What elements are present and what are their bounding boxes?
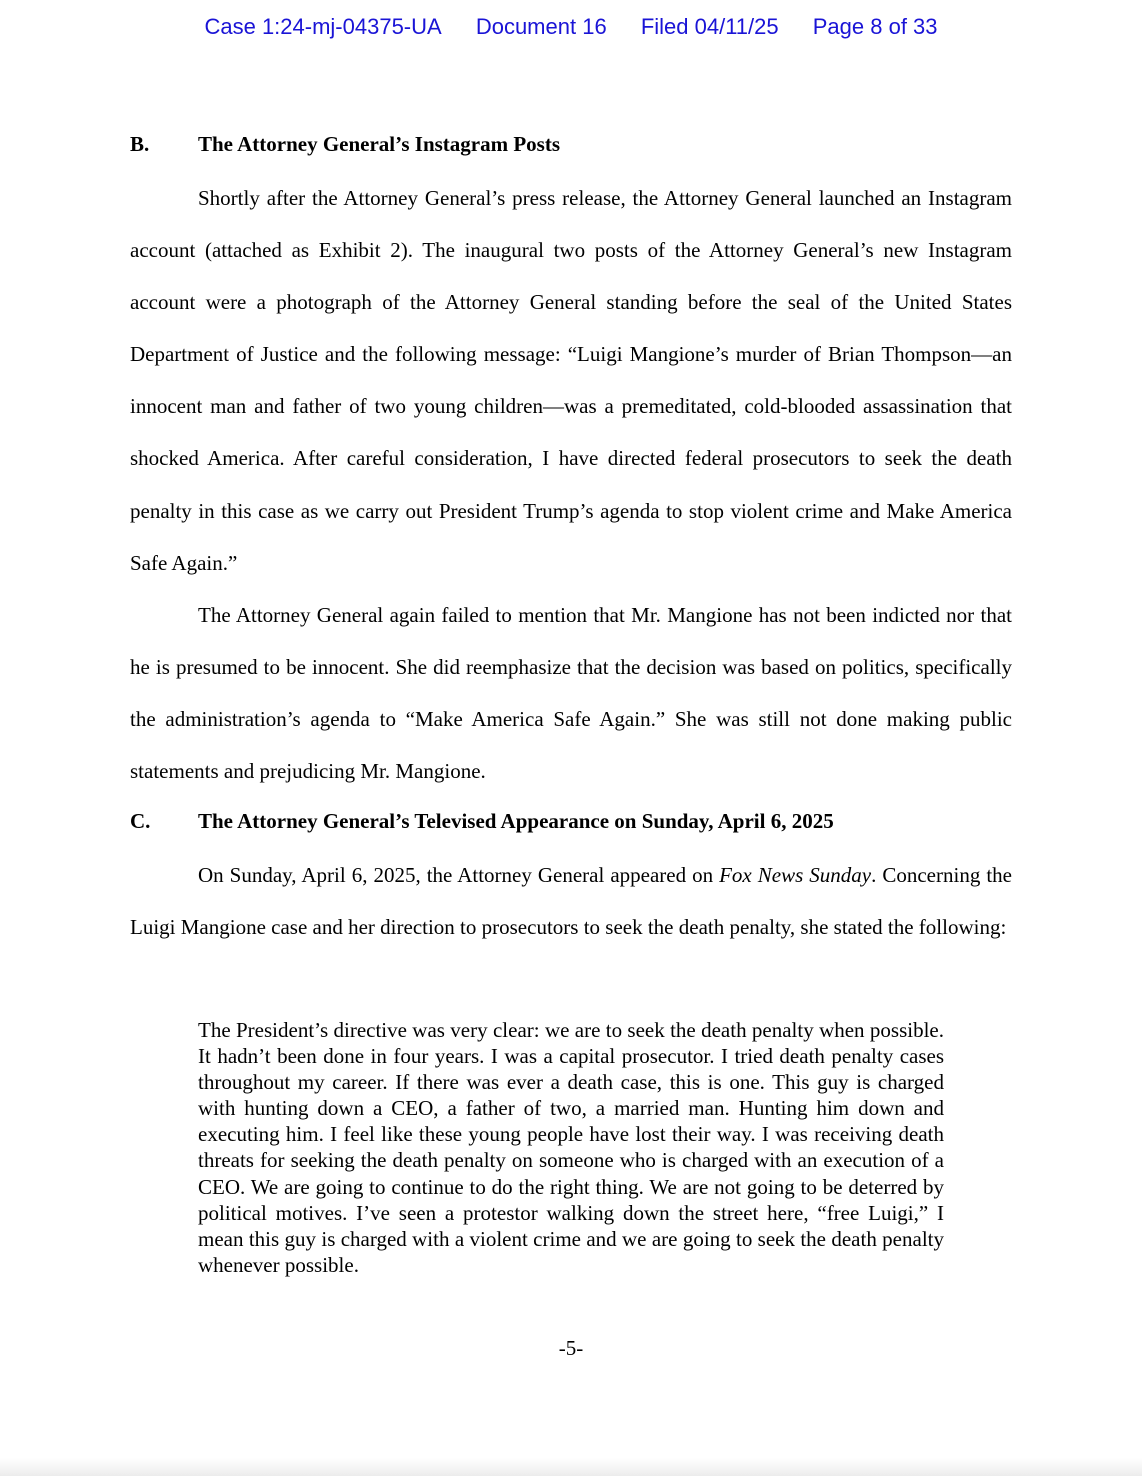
case-number: Case 1:24-mj-04375-UA: [204, 14, 442, 39]
page-count: Page 8 of 33: [812, 14, 938, 39]
section-c-letter: C.: [130, 809, 151, 833]
section-b-letter: B.: [130, 132, 150, 156]
section-b-paragraph-2: The Attorney General again failed to mention that Mr. Mangione has not been indicted nor that he is presumed to be innocent. She did reemphasize that the decision was based on politics, specifically the administration’s agenda to “Make America Safe Again.” She was still not done making public statements and prejudicing Mr. Mangione.: [130, 603, 1012, 784]
section-b-heading: [130, 132, 560, 157]
paragraph-text: . Concerning the Luigi Mangione case and her direction to prosecutors to seek the death penalty, she stated the following:: [130, 863, 1012, 940]
show-title: Fox News Sunday: [719, 863, 872, 887]
block-quote: The President’s directive was very clear: we are to seek the death penalty when possible. It hadn’t been done in four years. I was a capital prosecutor. I tried death penalty cases throughout my career. If there was ever a death case, this is one. This guy is charged with hunting down a CEO, a father of two, a married man. Hunting him down and executing him. I feel like these young people have lost their way. I was receiving death threats for seeking the death penalty on someone who is charged with an execution of a CEO. We are going to continue to do the right thing. We are not going to be deterred by political motives. I’ve seen a protestor walking down the street here, “free Luigi,” I mean this guy is charged with a violent crime and we are going to seek the death penalty whenever possible.: [198, 1018, 944, 1277]
page-number: -5-: [558, 1336, 584, 1360]
section-c-title: The Attorney General’s Televised Appearance on Sunday, April 6, 2025: [198, 809, 834, 833]
section-c-paragraph-1: [130, 849, 1012, 953]
page-bottom-edge: [0, 1458, 1142, 1476]
ecf-case-header: [0, 14, 1142, 40]
paragraph-text: On Sunday, April 6, 2025, the Attorney General appeared on: [198, 863, 720, 887]
section-b-paragraph-1: Shortly after the Attorney General’s press release, the Attorney General launched an Instagram account (attached as Exhibit 2). The inaugural two posts of the Attorney General’s new Instagram account were a photograph of the Attorney General standing before the seal of the United States Department of Justice and the following message: “Luigi Mangione’s murder of Brian Thompson—an innocent man and father of two young children—was a premeditated, cold-blooded assassination that shocked America. After careful consideration, I have directed federal prosecutors to seek the death penalty in this case as we carry out President Trump’s agenda to stop violent crime and Make America Safe Again.”: [130, 186, 1012, 575]
document-number: Document 16: [475, 14, 607, 39]
filed-date: Filed 04/11/25: [640, 14, 779, 39]
section-b-title: The Attorney General’s Instagram Posts: [198, 132, 561, 156]
section-c-heading: [130, 809, 834, 834]
